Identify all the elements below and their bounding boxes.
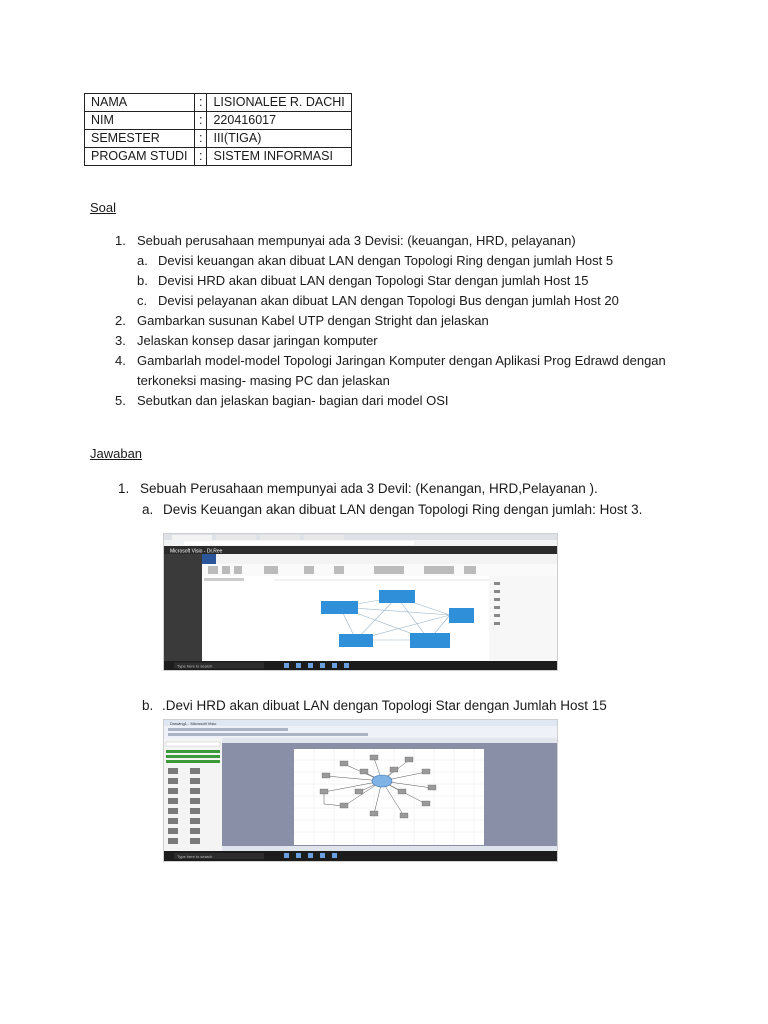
network-node [339, 634, 373, 647]
list-text: Gambarkan susunan Kabel UTP dengan Stright dan jelaskan [137, 313, 489, 328]
identity-value: SISTEM INFORMASI [207, 148, 351, 166]
identity-row-nama [85, 94, 352, 112]
soal-list [0, 231, 768, 411]
list-text: .Devi HRD akan dibuat LAN dengan Topologi Star dengan Jumlah Host 15 [162, 698, 607, 713]
identity-value: 220416017 [207, 112, 351, 130]
identity-sep: : [195, 94, 207, 112]
star-topology-image [164, 720, 557, 861]
list-text: Sebuah Perusahaan mempunyai ada 3 Devil: (Kenangan, HRD,Pelayanan ). [140, 481, 598, 496]
taskbar-search: Type here to search [177, 854, 213, 859]
network-node [449, 608, 474, 623]
identity-sep: : [195, 112, 207, 130]
jawaban-list [0, 479, 768, 519]
taskbar-search: Type here to search [177, 663, 213, 669]
identity-sep: : [195, 148, 207, 166]
list-number: a. [137, 253, 148, 268]
list-text: Devis Keuangan akan dibuat LAN dengan Topologi Ring dengan jumlah: Host 3. [163, 502, 643, 517]
list-text: Devisi keuangan akan dibuat LAN dengan Topologi Ring dengan jumlah Host 5 [158, 253, 614, 268]
identity-row-nim [85, 112, 352, 130]
identity-key: NIM [85, 112, 195, 130]
jawaban-heading: Jawaban [90, 446, 143, 461]
identity-sep: : [195, 130, 207, 148]
list-number: b. [137, 273, 148, 288]
network-node [321, 601, 358, 614]
list-text: Devisi HRD akan dibuat LAN dengan Topologi Star dengan jumlah Host 15 [158, 273, 589, 288]
ring-topology-image [164, 534, 557, 670]
identity-table [84, 93, 352, 166]
list-number: b. [142, 698, 154, 713]
soal-heading: Soal [90, 200, 117, 215]
list-number: 2. [115, 313, 126, 328]
screenshot-ring-topology [163, 533, 558, 671]
list-number: 3. [115, 333, 126, 348]
network-node [410, 633, 450, 648]
list-text: Sebutkan dan jelaskan bagian- bagian dari model OSI [137, 393, 449, 408]
list-text: Gambarlah model-model Topologi Jaringan Komputer dengan Aplikasi Prog Edrawd dengan [137, 353, 666, 368]
jawaban-list-b [0, 696, 768, 716]
app-title: Drawing1 - Microsoft Visio [170, 721, 217, 726]
identity-key: SEMESTER [85, 130, 195, 148]
list-text: Jelaskan konsep dasar jaringan komputer [137, 333, 378, 348]
screenshot-star-topology [163, 719, 558, 862]
list-number: c. [137, 293, 148, 308]
network-hub [372, 775, 392, 787]
list-number: 4. [115, 353, 126, 368]
network-node [379, 590, 415, 603]
identity-key: PROGAM STUDI [85, 148, 195, 166]
list-number: 1. [115, 233, 126, 248]
identity-row-prodi [85, 148, 352, 166]
identity-row-semester [85, 130, 352, 148]
list-text: Devisi pelayanan akan dibuat LAN dengan Topologi Bus dengan jumlah Host 20 [158, 293, 619, 308]
list-number: 5. [115, 393, 126, 408]
identity-key: NAMA [85, 94, 195, 112]
list-text: Sebuah perusahaan mempunyai ada 3 Devisi: (keuangan, HRD, pelayanan) [137, 233, 576, 248]
list-text: terkoneksi masing- masing PC dan jelaskan [137, 373, 390, 388]
identity-value: III(TIGA) [207, 130, 351, 148]
identity-value: LISIONALEE R. DACHI [207, 94, 351, 112]
app-title: Microsoft Visio - Dr.Ree [170, 548, 223, 555]
list-number: a. [142, 502, 154, 517]
list-number: 1. [118, 481, 130, 496]
